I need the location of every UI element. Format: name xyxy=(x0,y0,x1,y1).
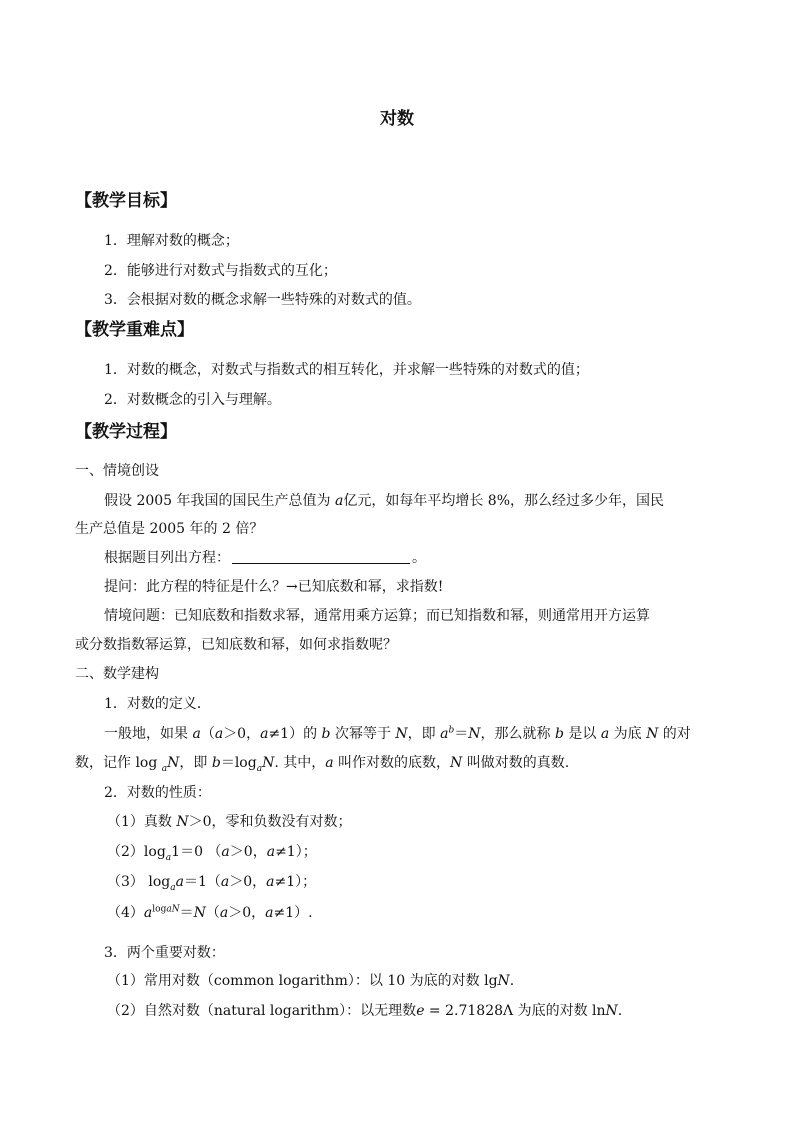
situation-line-1: 情境问题：已知底数和指数求幂，通常用乘方运算；而已知指数和幂，则通常用开方运算 xyxy=(104,608,650,624)
part1-heading: 一、情境创设 xyxy=(75,463,159,479)
goal-item-1: 1．理解对数的概念； xyxy=(104,233,239,249)
page-title: 对数 xyxy=(380,109,414,129)
equation-prompt: 根据题目列出方程： 。 xyxy=(104,550,426,566)
goal-item-3: 3．会根据对数的概念求解一些特殊的对数式的值。 xyxy=(104,292,421,308)
two-logs-heading: 3．两个重要对数： xyxy=(104,945,225,961)
definition-line-1: 一般地，如果 a（a＞0，a≠1）的 b 次幂等于 N，即 $a^b=N$，那么就称 b 是以 a 为底 N 的对 xyxy=(104,725,691,742)
definition-line-2: 数，记作 log $_a$N，即 $b=\log_aN$. 其中，a 叫作对数的底数，N 叫做对数的真数. xyxy=(75,755,570,774)
section-heading-goals: 【教学目标】 xyxy=(75,191,177,211)
properties-heading: 2．对数的性质： xyxy=(104,785,211,801)
property-4: $(4)a^{logaN}=N(a>0$，a≠1）. xyxy=(107,904,313,921)
keypoint-item-2: 2．对数概念的引入与理解。 xyxy=(104,392,281,408)
answer-blank xyxy=(232,549,410,564)
part2-heading: 二、数学建构 xyxy=(75,666,159,682)
definition-heading: 1．对数的定义． xyxy=(104,696,211,712)
property-1: （1）真数 N＞0，零和负数没有对数； xyxy=(107,814,352,830)
natural-logarithm: （2）自然对数（natural logarithm）：以无理数e = 2.71828Λ 为底的对数 lnN. xyxy=(107,1003,623,1019)
situation-line-2: 或分数指数幂运算，已知底数和幂，如何求指数呢？ xyxy=(75,637,397,653)
section-heading-process: 【教学过程】 xyxy=(75,422,177,442)
keypoint-item-1: 1．对数的概念，对数式与指数式的相互转化，并求解一些特殊的对数式的值； xyxy=(104,362,589,378)
intro-line-1: 假设 2005 年我国的国民生产总值为 a亿元，如每年平均增长 8%，那么经过多少年，国民 xyxy=(104,493,665,509)
question-line: 提问：此方程的特征是什么？→已知底数和幂，求指数! xyxy=(104,579,444,595)
property-3: （3） $\log_aa=1(a>0$，a≠1）； xyxy=(107,874,317,893)
intro-line-2: 生产总值是 2005 年的 2 倍？ xyxy=(75,521,264,537)
goal-item-2: 2．能够进行对数式与指数式的互化； xyxy=(104,263,337,279)
common-logarithm: （1）常用对数（common logarithm）：以 10 为底的对数 lgN. xyxy=(107,973,515,989)
section-heading-keypoints: 【教学重难点】 xyxy=(75,320,194,340)
property-2: $(2)\log_a1=0$ （a＞0，a≠1）； xyxy=(107,844,317,863)
